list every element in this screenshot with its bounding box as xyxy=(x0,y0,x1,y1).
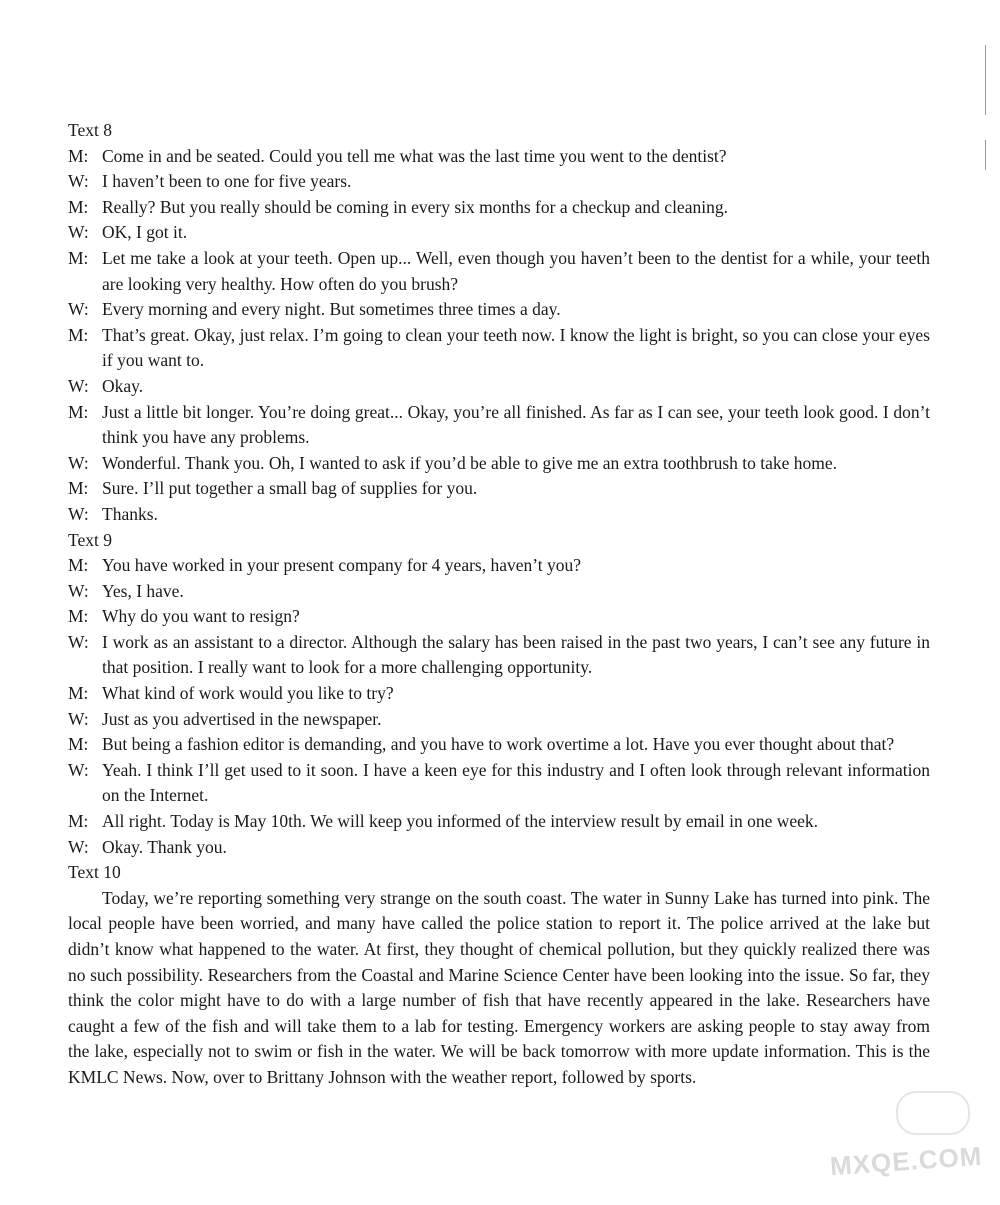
dialogue-text: That’s great. Okay, just relax. I’m going to clean your teeth now. I know the light is bright, so you can close your eyes if you want to. xyxy=(102,324,930,371)
dialogue-line xyxy=(68,374,930,400)
dialogue-line xyxy=(68,169,930,195)
dialogue-line xyxy=(68,476,930,502)
section-heading: Text 10 xyxy=(68,862,121,883)
dialogue-text: Sure. I’ll put together a small bag of supplies for you. xyxy=(102,478,478,499)
section-heading: Text 9 xyxy=(68,529,112,550)
speaker-label: M: xyxy=(68,145,89,166)
speaker-label: M: xyxy=(68,247,89,268)
speaker-label: W: xyxy=(68,299,89,320)
speaker-label: M: xyxy=(68,555,89,576)
dialogue-text: Just a little bit longer. You’re doing great... Okay, you’re all finished. As far as I can see, your teeth look good. I don’t think you have any problems. xyxy=(102,401,930,448)
speaker-label: W: xyxy=(68,503,89,524)
dialogue-text: Why do you want to resign? xyxy=(102,606,300,627)
dialogue-text: Okay. xyxy=(102,375,144,396)
dialogue-line xyxy=(68,579,930,605)
speaker-label: W: xyxy=(68,452,89,473)
dialogue-line xyxy=(68,553,930,579)
dialogue-line xyxy=(68,630,930,681)
dialogue-line xyxy=(68,144,930,170)
dialogue-line xyxy=(68,502,930,528)
dialogue-text: Yes, I have. xyxy=(102,580,184,601)
watermark-badge-icon xyxy=(896,1091,970,1135)
text-10-section xyxy=(68,860,930,1090)
dialogue-line xyxy=(68,246,930,297)
dialogue-text: But being a fashion editor is demanding, and you have to work overtime a lot. Have you ever thought about that? xyxy=(102,734,895,755)
speaker-label: M: xyxy=(68,606,89,627)
dialogue-line xyxy=(68,732,930,758)
dialogue-text: OK, I got it. xyxy=(102,222,188,243)
speaker-label: M: xyxy=(68,811,89,832)
dialogue-line xyxy=(68,835,930,861)
dialogue-text: Let me take a look at your teeth. Open up... Well, even though you haven’t been to the dentist for a while, your teeth are looking very healthy. How often do you brush? xyxy=(102,247,930,294)
dialogue-text: You have worked in your present company for 4 years, haven’t you? xyxy=(102,555,582,576)
speaker-label: M: xyxy=(68,401,89,422)
dialogue-line xyxy=(68,707,930,733)
dialogue-line xyxy=(68,323,930,374)
document-page xyxy=(68,118,930,1091)
speaker-label: W: xyxy=(68,580,89,601)
dialogue-text: Really? But you really should be coming in every six months for a checkup and cleaning. xyxy=(102,196,728,217)
dialogue-text: Thanks. xyxy=(102,503,158,524)
speaker-label: W: xyxy=(68,631,89,652)
dialogue-text: Okay. Thank you. xyxy=(102,836,227,857)
text-9-section xyxy=(68,528,930,861)
dialogue-text: Every morning and every night. But sometimes three times a day. xyxy=(102,299,561,320)
dialogue-text: What kind of work would you like to try? xyxy=(102,683,394,704)
dialogue-line xyxy=(68,809,930,835)
speaker-label: W: xyxy=(68,222,89,243)
dialogue-line xyxy=(68,220,930,246)
speaker-label: W: xyxy=(68,759,89,780)
watermark-text: MXQE.COM xyxy=(828,1140,983,1182)
dialogue-text: Yeah. I think I’ll get used to it soon. I have a keen eye for this industry and I often look through relevant information on the Internet. xyxy=(102,759,930,806)
dialogue-text: Wonderful. Thank you. Oh, I wanted to ask if you’d be able to give me an extra toothbrush to take home. xyxy=(102,452,838,473)
speaker-label: M: xyxy=(68,734,89,755)
dialogue-line xyxy=(68,297,930,323)
dialogue-line xyxy=(68,195,930,221)
dialogue-text: I work as an assistant to a director. Although the salary has been raised in the past two years, I can’t see any future in that position. I really want to look for a more challenging opportunity. xyxy=(102,631,930,678)
speaker-label: M: xyxy=(68,478,89,499)
text-8-section xyxy=(68,118,930,528)
dialogue-text: All right. Today is May 10th. We will keep you informed of the interview result by email in one week. xyxy=(102,811,819,832)
speaker-label: W: xyxy=(68,708,89,729)
page-edge-mark xyxy=(985,140,986,170)
page-edge-mark xyxy=(985,45,986,115)
dialogue-line xyxy=(68,400,930,451)
speaker-label: W: xyxy=(68,375,89,396)
dialogue-line xyxy=(68,604,930,630)
section-heading: Text 8 xyxy=(68,120,112,140)
speaker-label: M: xyxy=(68,196,89,217)
dialogue-text: Come in and be seated. Could you tell me what was the last time you went to the dentist? xyxy=(102,145,727,166)
dialogue-line xyxy=(68,758,930,809)
news-paragraph: Today, we’re reporting something very strange on the south coast. The water in Sunny Lake has turned into pink. The local people have been worried, and many have called the police station to report it. The police arrived at the lake but didn’t know what happened to the water. At first, they thought of chemical pollution, but they quickly realized there was no such possibility. Researchers from the Coastal and Marine Science Center have been looking into the issue. So far, they think the color might have to do with a large number of fish that have recently appeared in the lake. Researchers have caught a few of the fish and will take them to a lab for testing. Emergency workers are asking people to stay away from the lake, especially not to swim or fish in the water. We will be back tomorrow with more update information. This is the KMLC News. Now, over to Brittany Johnson with the weather report, followed by sports. xyxy=(68,887,930,1087)
dialogue-text: Just as you advertised in the newspaper. xyxy=(102,708,382,729)
speaker-label: M: xyxy=(68,324,89,345)
speaker-label: M: xyxy=(68,683,89,704)
speaker-label: W: xyxy=(68,836,89,857)
dialogue-line xyxy=(68,681,930,707)
speaker-label: W: xyxy=(68,171,89,192)
dialogue-text: I haven’t been to one for five years. xyxy=(102,171,352,192)
dialogue-line xyxy=(68,451,930,477)
